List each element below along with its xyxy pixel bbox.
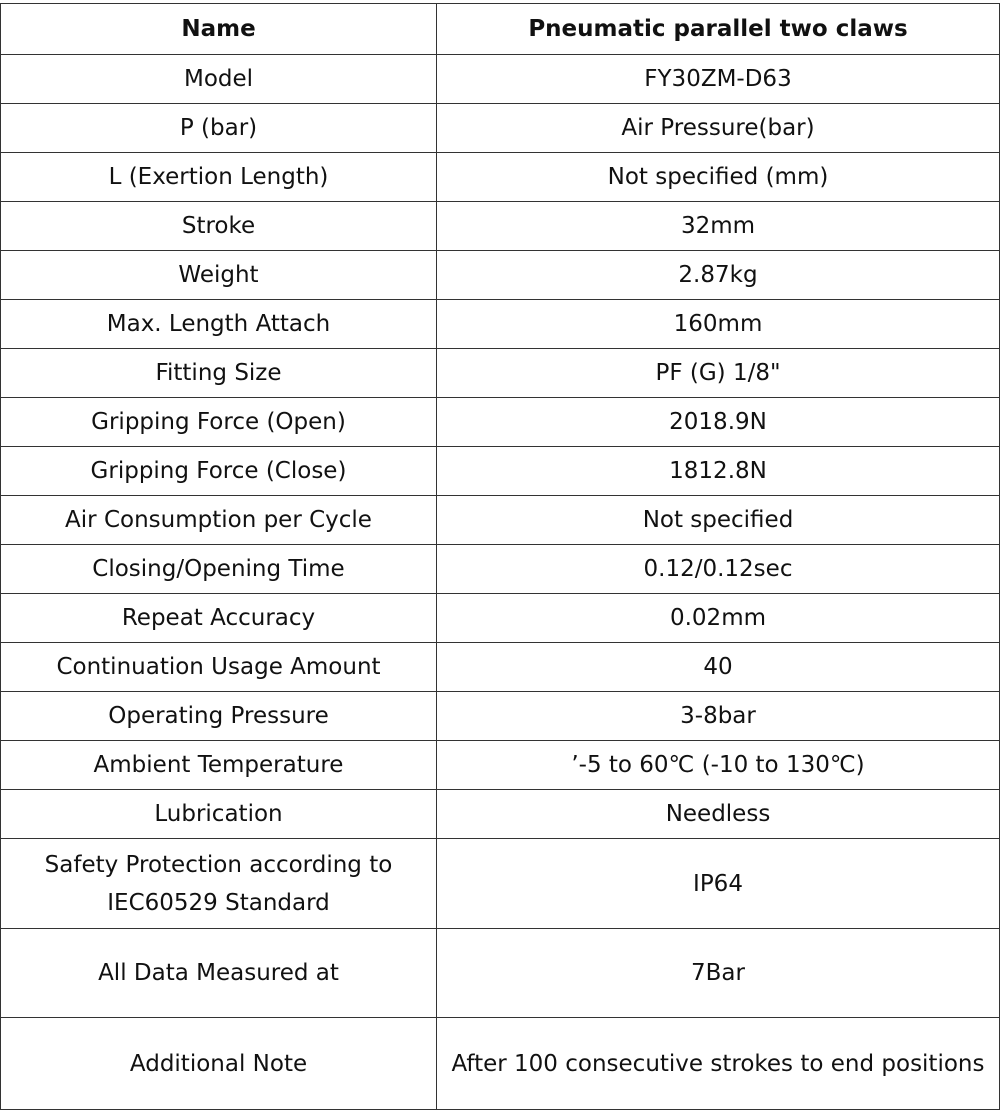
table-row: [1, 202, 1000, 251]
row-value: 1812.8N: [437, 447, 1000, 496]
row-label: L (Exertion Length): [1, 153, 437, 202]
table-row: [1, 545, 1000, 594]
row-value: 3-8bar: [437, 692, 1000, 741]
row-value: 2018.9N: [437, 398, 1000, 447]
row-value: 7Bar: [437, 929, 1000, 1018]
table-row: [1, 447, 1000, 496]
row-value: Air Pressure(bar): [437, 104, 1000, 153]
table-header-row: [1, 4, 1000, 55]
spec-table: [0, 3, 1000, 1110]
table-row: [1, 692, 1000, 741]
row-value: FY30ZM-D63: [437, 55, 1000, 104]
table-row: [1, 398, 1000, 447]
row-label: Gripping Force (Open): [1, 398, 437, 447]
row-value: Not specified (mm): [437, 153, 1000, 202]
row-label: Lubrication: [1, 790, 437, 839]
row-value: Needless: [437, 790, 1000, 839]
row-value: 2.87kg: [437, 251, 1000, 300]
table-row: [1, 741, 1000, 790]
row-label: Fitting Size: [1, 349, 437, 398]
row-label: Continuation Usage Amount: [1, 643, 437, 692]
row-label: Weight: [1, 251, 437, 300]
row-label: Operating Pressure: [1, 692, 437, 741]
row-value: 160mm: [437, 300, 1000, 349]
row-label: All Data Measured at: [1, 929, 437, 1018]
table-row: [1, 1018, 1000, 1110]
row-label: Additional Note: [1, 1018, 437, 1110]
header-value: Pneumatic parallel two claws: [437, 4, 1000, 55]
table-row: [1, 300, 1000, 349]
row-label: P (bar): [1, 104, 437, 153]
header-name: Name: [1, 4, 437, 55]
row-label: Repeat Accuracy: [1, 594, 437, 643]
row-label: Air Consumption per Cycle: [1, 496, 437, 545]
table-row: [1, 153, 1000, 202]
row-label: Closing/Opening Time: [1, 545, 437, 594]
row-label: Model: [1, 55, 437, 104]
row-value: 0.02mm: [437, 594, 1000, 643]
table-row: [1, 55, 1000, 104]
table-row: [1, 496, 1000, 545]
row-label: Safety Protection according to IEC60529 Standard: [1, 839, 437, 929]
table-row: [1, 104, 1000, 153]
table-row: [1, 349, 1000, 398]
row-value: Not specified: [437, 496, 1000, 545]
row-value: After 100 consecutive strokes to end positions: [437, 1018, 1000, 1110]
row-value: IP64: [437, 839, 1000, 929]
row-label: Gripping Force (Close): [1, 447, 437, 496]
table-row: [1, 790, 1000, 839]
row-value: 32mm: [437, 202, 1000, 251]
table-row: [1, 929, 1000, 1018]
row-value: 40: [437, 643, 1000, 692]
row-value: 0.12/0.12sec: [437, 545, 1000, 594]
table-row: [1, 839, 1000, 929]
row-label: Max. Length Attach: [1, 300, 437, 349]
row-value: PF (G) 1/8": [437, 349, 1000, 398]
table-row: [1, 251, 1000, 300]
row-value: ’-5 to 60℃ (-10 to 130℃): [437, 741, 1000, 790]
row-label: Ambient Temperature: [1, 741, 437, 790]
row-label: Stroke: [1, 202, 437, 251]
table-row: [1, 643, 1000, 692]
table-row: [1, 594, 1000, 643]
